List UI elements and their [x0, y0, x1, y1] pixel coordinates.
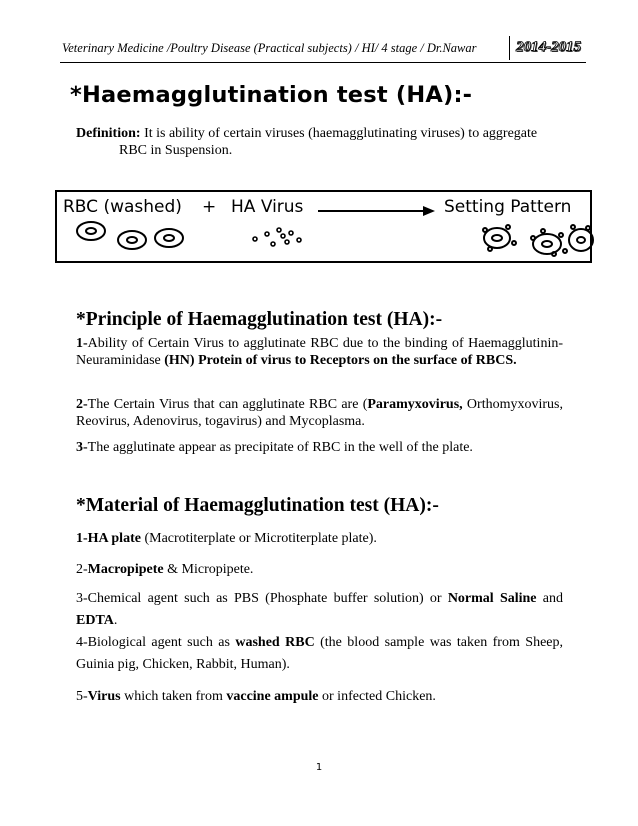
principle-point-1-num: 1- [76, 336, 88, 351]
principle-heading: *Principle of Haemagglutination test (HA):- [76, 309, 443, 330]
material-item-5-end: or infected Chicken. [318, 689, 436, 704]
rbc-label: RBC (washed) [63, 197, 182, 217]
material-item-2-bold: Macropipete [87, 562, 164, 577]
material-item-5-num: 5- [76, 689, 88, 704]
rbc-cells-icon [77, 222, 183, 249]
principle-point-3 [76, 439, 563, 456]
material-item-4-text: 4-Biological agent such as [76, 635, 236, 650]
principle-point-3-num: 3- [76, 440, 88, 455]
arrow-icon [318, 206, 435, 216]
material-item-2-text: & Micropipete. [163, 562, 254, 577]
material-item-1-bold: 1-HA plate [76, 531, 141, 546]
setting-pattern-icon [483, 225, 593, 256]
result-label: Setting Pattern [444, 197, 572, 217]
material-item-5-mid: which taken from [120, 689, 227, 704]
material-item-4-bold: washed RBC [235, 635, 315, 650]
principle-point-1-text: Ability of Certain Virus to agglutinate RBC due to the binding of Haemagglutinin-Neuraminidase [76, 336, 563, 368]
definition-line1: It is ability of certain viruses (haemagglutinating viruses) to aggregate [140, 126, 538, 141]
material-item-2-num: 2- [76, 562, 88, 577]
material-item-3-mid: and [536, 591, 563, 606]
virus-particles-icon [253, 228, 301, 246]
page-number: 1 [315, 762, 323, 773]
header-year: 2014-2015 [516, 39, 581, 55]
definition-line2: RBC in Suspension. [119, 143, 233, 158]
definition-label: Definition: [76, 126, 141, 141]
header-text: Veterinary Medicine /Poultry Disease (Practical subjects) / HI/ 4 stage / Dr.Nawar [62, 41, 477, 55]
page-header [60, 36, 586, 63]
ha-diagram [55, 190, 592, 263]
principle-point-3-text: The agglutinate appear as precipitate of RBC in the well of the plate. [87, 440, 473, 455]
material-item-3-text: 3-Chemical agent such as PBS (Phosphate buffer solution) or [76, 591, 448, 606]
material-item-2 [76, 561, 563, 578]
material-item-5-bold-2: vaccine ampule [226, 689, 319, 704]
diagram-drawing [57, 192, 594, 265]
material-item-3 [76, 588, 563, 632]
principle-point-2-text: The Certain Virus that can agglutinate RBC are ( [87, 397, 368, 412]
material-item-4 [76, 632, 563, 676]
header-year-box [509, 36, 586, 60]
definition [76, 125, 576, 159]
material-item-4-rest: (the blood sample was taken from Sheep, Guinia pig, Chicken, Rabbit, Human). [76, 635, 564, 672]
material-item-1 [76, 530, 563, 547]
principle-point-2-bold: Paramyxovirus, [367, 397, 463, 412]
material-item-3-bold-2: EDTA [76, 613, 114, 628]
principle-point-1-bold: (HN) Protein of virus to Receptors on the surface of RBCS. [164, 353, 517, 368]
principle-point-1 [76, 335, 563, 369]
principle-point-2-rest: Orthomyxovirus, Reovirus, Adenovirus, togavirus) and Mycoplasma. [76, 397, 563, 429]
plus-sign: + [202, 197, 217, 217]
page-title: *Haemagglutination test (HA):- [70, 82, 473, 108]
principle-point-2-num: 2- [76, 397, 88, 412]
material-heading: *Material of Haemagglutination test (HA):- [76, 495, 439, 516]
material-item-5-bold-1: Virus [87, 689, 121, 704]
material-item-3-end: . [113, 613, 118, 628]
material-item-3-bold-1: Normal Saline [447, 591, 537, 606]
principle-point-2 [76, 396, 563, 430]
material-item-5 [76, 688, 563, 705]
material-item-1-text: (Macrotiterplate or Microtiterplate plate). [140, 531, 377, 546]
virus-label: HA Virus [231, 197, 304, 217]
